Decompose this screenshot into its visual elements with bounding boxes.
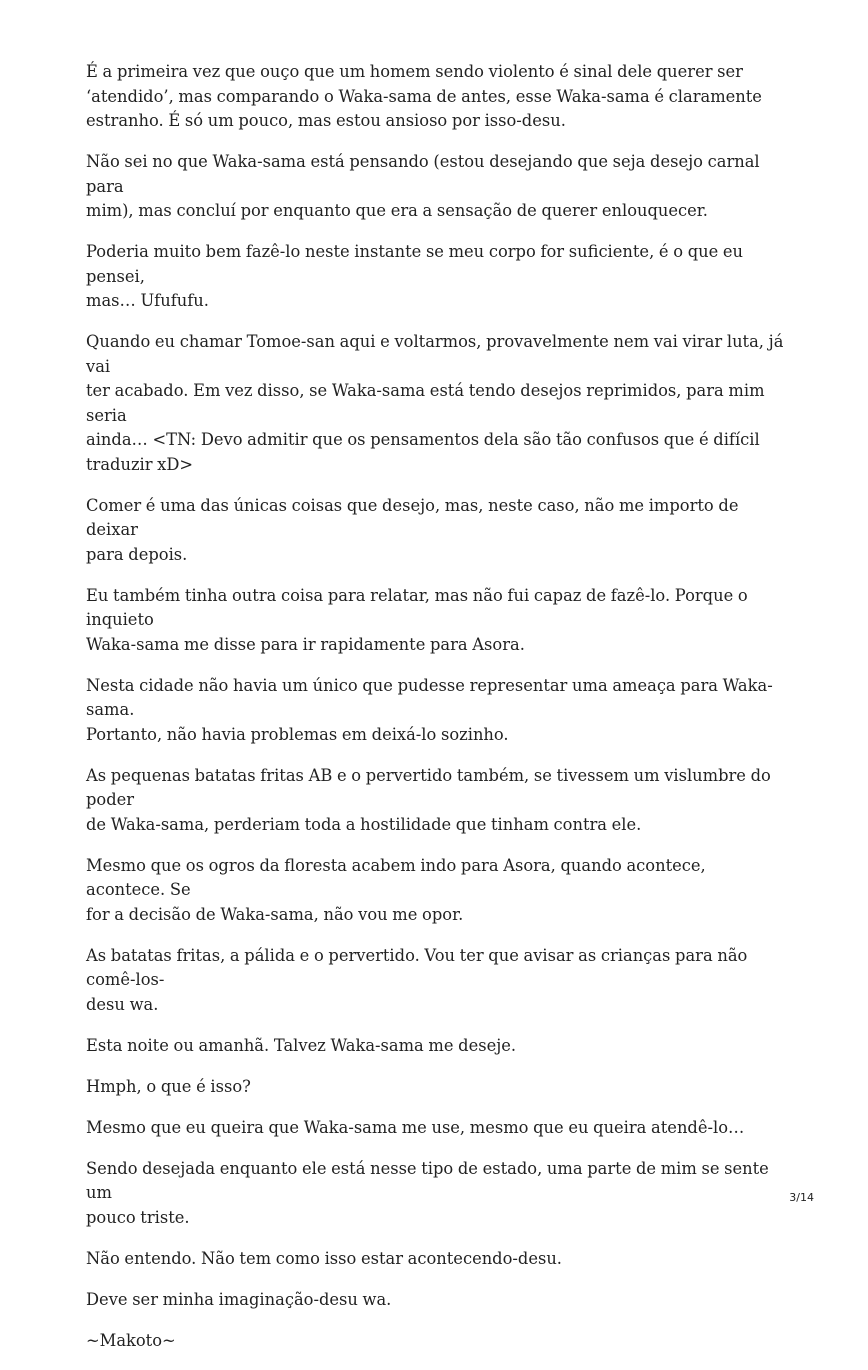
paragraph-14: Sendo desejada enquanto ele está nesse tipo de estado, uma parte de mim se sente um pouco triste. — [86, 1158, 769, 1227]
paragraph-9: Mesmo que os ogros da floresta acabem indo para Asora, quando acontece, acontece. Se for a decisão de Waka-sama, não vou me opor. — [86, 855, 706, 924]
paragraph-1: É a primeira vez que ouço que um homem sendo violento é sinal dele querer ser ‘atendido’, mas comparando o Waka-sama de antes, esse Waka-sama é claramente estranho. É só um pouco, mas estou ansioso por isso-desu. — [86, 62, 762, 130]
page-number: 3/14 — [789, 1191, 814, 1204]
paragraph-2: Não sei no que Waka-sama está pensando (estou desejando que seja desejo carnal para mim), mas concluí por enquanto que era a sensação de querer enlouquecer. — [86, 152, 760, 220]
paragraph-15: Não entendo. Não tem como isso estar acontecendo-desu. — [86, 1248, 562, 1268]
paragraph-3: Poderia muito bem fazê-lo neste instante se meu corpo for suficiente, é o que eu pensei, mas… Ufufufu. — [86, 242, 744, 310]
paragraph-13: Mesmo que eu queira que Waka-sama me use, mesmo que eu queira atendê-lo… — [86, 1117, 745, 1137]
paragraph-7: Nesta cidade não havia um único que pudesse representar uma ameaça para Waka-sama. Portanto, não havia problemas em deixá-lo sozinho. — [86, 675, 773, 744]
paragraph-4: Quando eu chamar Tomoe-san aqui e voltarmos, provavelmente nem vai virar luta, já vai ter acabado. Em vez disso, se Waka-sama está tendo desejos reprimidos, para mim seria ainda… <TN: Devo admitir que os pensamentos dela são tão confusos que é difícil traduzir xD> — [86, 332, 784, 474]
paragraph-16: Deve ser minha imaginação-desu wa. — [86, 1289, 392, 1309]
paragraph-11: Esta noite ou amanhã. Talvez Waka-sama me deseje. — [86, 1035, 517, 1055]
paragraph-5: Comer é uma das únicas coisas que desejo, mas, neste caso, não me importo de deixar para depois. — [86, 495, 739, 564]
paragraph-8: As pequenas batatas fritas AB e o pervertido também, se tivessem um vislumbre do poder de Waka-sama, perderiam toda a hostilidade que tinham contra ele. — [86, 765, 771, 834]
paragraph-10: As batatas fritas, a pálida e o pervertido. Vou ter que avisar as crianças para não comê-los- desu wa. — [86, 945, 748, 1014]
paragraph-6: Eu também tinha outra coisa para relatar, mas não fui capaz de fazê-lo. Porque o inquieto Waka-sama me disse para ir rapidamente para Asora. — [86, 585, 748, 654]
signature-line: ~Makoto~ — [86, 1330, 176, 1350]
paragraph-12: Hmph, o que é isso? — [86, 1076, 251, 1096]
document-body — [86, 60, 786, 1370]
